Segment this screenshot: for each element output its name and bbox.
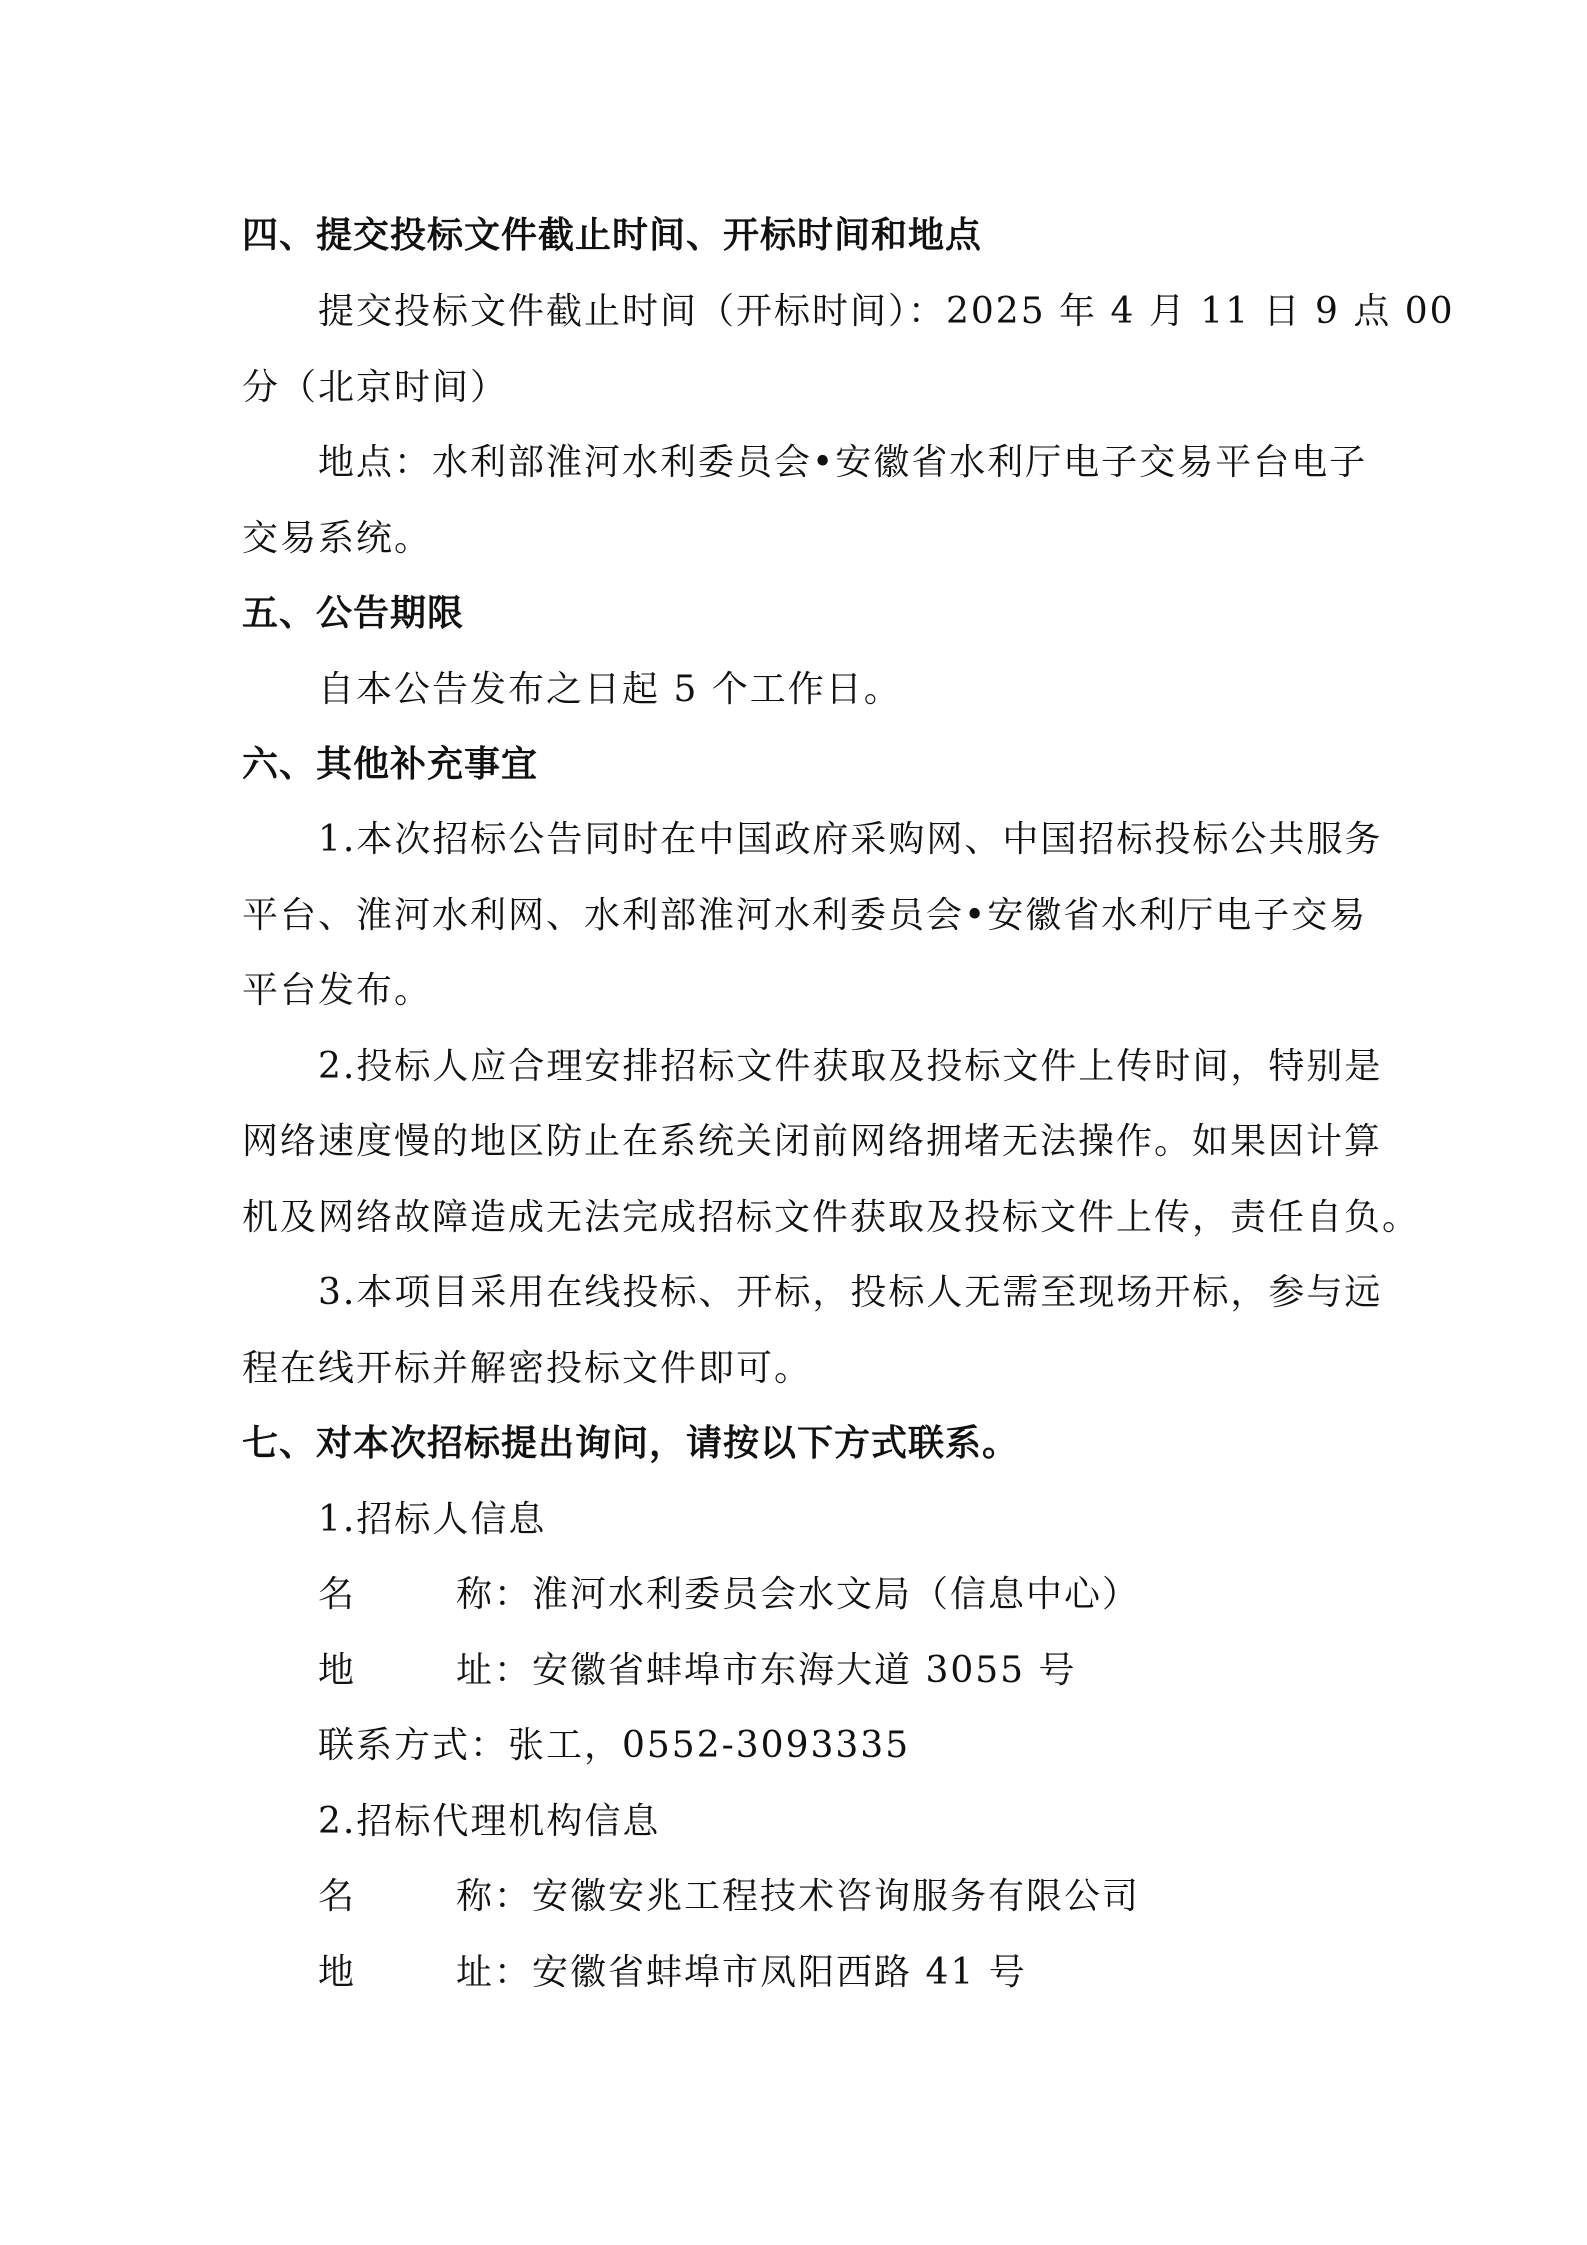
place-text-line-1: 地点：水利部淮河水利委员会•安徽省水利厅电子交易平台电子 <box>318 442 1368 483</box>
tenderer-info-heading: 1.招标人信息 <box>318 1499 547 1540</box>
supplement-item-2-line-1: 2.投标人应合理安排招标文件获取及投标文件上传时间，特别是 <box>318 1046 1383 1087</box>
agent-info-heading: 2.招标代理机构信息 <box>318 1801 661 1842</box>
section-5-heading: 五、公告期限 <box>242 593 465 634</box>
address-label-char-1: 地 <box>318 1650 357 1691</box>
agent-address-value: 址：安徽省蚌埠市凤阳西路 41 号 <box>456 1952 1027 1993</box>
place-text-line-2: 交易系统。 <box>242 518 433 559</box>
deadline-text-line-1: 提交投标文件截止时间（开标时间）：2025 年 4 月 11 日 9 点 00 <box>318 291 1455 332</box>
tenderer-name-row <box>318 1573 1140 1617</box>
agent-name-row <box>318 1875 1140 1919</box>
supplement-item-1-line-3: 平台发布。 <box>242 970 433 1011</box>
tenderer-contact-row: 联系方式：张工，0552-3093335 <box>318 1725 911 1766</box>
supplement-item-2-line-3: 机及网络故障造成无法完成招标文件获取及投标文件上传，责任自负。 <box>242 1197 1421 1238</box>
tenderer-address-row <box>318 1649 1077 1693</box>
section-7-heading: 七、对本次招标提出询问，请按以下方式联系。 <box>242 1423 1020 1464</box>
agent-name-value: 称：安徽安兆工程技术咨询服务有限公司 <box>456 1876 1141 1917</box>
supplement-item-1-line-2: 平台、淮河水利网、水利部淮河水利委员会•安徽省水利厅电子交易 <box>242 895 1368 936</box>
agent-address-row <box>318 1951 1027 1995</box>
section-6-heading: 六、其他补充事宜 <box>242 744 539 785</box>
tenderer-name-value: 称：淮河水利委员会水文局（信息中心） <box>456 1574 1141 1615</box>
deadline-text-line-2: 分（北京时间） <box>242 367 509 408</box>
name-label-char-1: 名 <box>318 1574 357 1615</box>
agent-name-label-char-1: 名 <box>318 1876 357 1917</box>
supplement-item-2-line-2: 网络速度慢的地区防止在系统关闭前网络拥堵无法操作。如果因计算 <box>242 1121 1383 1162</box>
section-4-heading: 四、提交投标文件截止时间、开标时间和地点 <box>242 215 983 256</box>
agent-address-label-char-1: 地 <box>318 1952 357 1993</box>
supplement-item-3-line-1: 3.本项目采用在线投标、开标，投标人无需至现场开标，参与远 <box>318 1272 1383 1313</box>
notice-period-text: 自本公告发布之日起 5 个工作日。 <box>318 669 902 710</box>
supplement-item-3-line-2: 程在线开标并解密投标文件即可。 <box>242 1348 813 1389</box>
supplement-item-1-line-1: 1.本次招标公告同时在中国政府采购网、中国招标投标公共服务 <box>318 819 1383 860</box>
tenderer-address-value: 址：安徽省蚌埠市东海大道 3055 号 <box>456 1650 1077 1691</box>
